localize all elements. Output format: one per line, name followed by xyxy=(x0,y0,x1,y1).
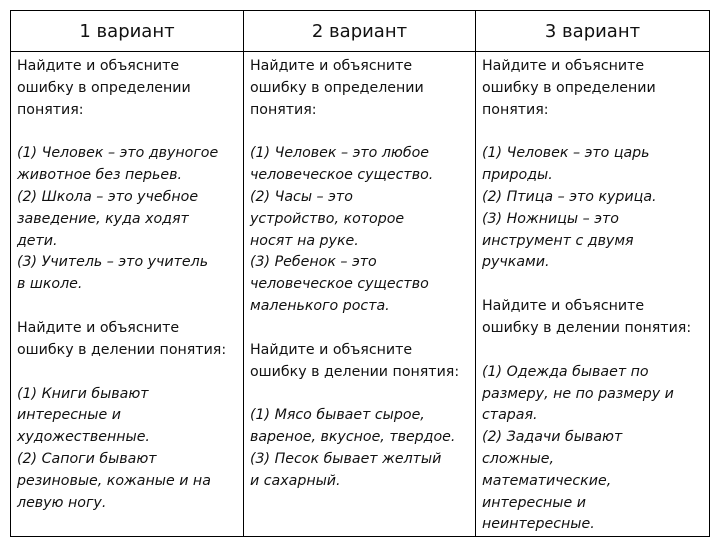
text-line: резиновые, кожаные и на xyxy=(17,472,211,489)
text-line: устройство, которое xyxy=(250,210,405,227)
text-line: (2) Часы – это xyxy=(250,188,353,205)
block-spacer xyxy=(250,383,469,405)
block-spacer xyxy=(17,296,237,318)
text-line: заведение, куда ходят xyxy=(17,210,189,227)
text-line: понятия: xyxy=(250,101,317,118)
variants-table xyxy=(10,10,710,537)
text-line: вареное, вкусное, твердое. xyxy=(250,429,456,446)
text-line: ошибку в определении xyxy=(250,79,424,96)
text-line: (2) Птица – это курица. xyxy=(482,188,657,205)
block-spacer xyxy=(482,340,703,362)
content-row xyxy=(11,52,710,537)
text-line: и сахарный. xyxy=(250,472,341,489)
task-examples xyxy=(482,143,703,274)
text-line: ошибку в делении понятия: xyxy=(17,341,227,358)
task-instruction xyxy=(250,56,469,121)
text-line: (3) Учитель – это учитель xyxy=(17,254,209,271)
text-line: (1) Человек – это царь xyxy=(482,145,650,162)
variant-2-cell xyxy=(244,52,476,537)
text-line: ошибку в определении xyxy=(482,79,656,96)
task-instruction xyxy=(17,56,237,121)
text-line: Найдите и объясните xyxy=(17,58,180,74)
text-line: неинтересные. xyxy=(482,516,595,533)
task-examples xyxy=(17,384,237,515)
text-line: (1) Мясо бывает сырое, xyxy=(250,407,425,424)
task-examples xyxy=(250,143,469,317)
text-line: дети. xyxy=(17,232,58,249)
text-line: человеческое существо. xyxy=(250,167,434,184)
text-line: (2) Задачи бывают xyxy=(482,429,623,446)
text-line: (1) Человек – это двуногое xyxy=(17,145,219,162)
variant-1-cell xyxy=(11,52,244,537)
text-line: инструмент с двумя xyxy=(482,232,634,249)
block-spacer xyxy=(250,121,469,143)
text-line: левую ногу. xyxy=(17,494,107,511)
text-line: ошибку в делении понятия: xyxy=(250,363,460,380)
variant-2-header: 2 вариант xyxy=(244,11,476,52)
variant-3-header: 3 вариант xyxy=(476,11,710,52)
block-spacer xyxy=(482,274,703,296)
text-line: маленького роста. xyxy=(250,297,390,314)
variant-1-header: 1 вариант xyxy=(11,11,244,52)
text-line: (1) Книги бывают xyxy=(17,385,149,402)
task-instruction xyxy=(17,318,237,362)
task-instruction xyxy=(250,340,469,384)
block-spacer xyxy=(250,318,469,340)
task-instruction xyxy=(482,56,703,121)
text-line: художественные. xyxy=(17,429,150,446)
text-line: природы. xyxy=(482,167,553,184)
block-spacer xyxy=(17,362,237,384)
text-line: в школе. xyxy=(17,276,83,293)
text-line: Найдите и объясните xyxy=(250,58,413,74)
text-line: Найдите и объясните xyxy=(482,298,645,315)
text-line: ошибку в делении понятия: xyxy=(482,319,692,336)
text-line: (1) Человек – это любое xyxy=(250,145,429,162)
text-line: размеру, не по размеру и xyxy=(482,385,674,402)
text-line: (2) Школа – это учебное xyxy=(17,188,199,205)
text-line: (3) Песок бывает желтый xyxy=(250,450,442,467)
text-line: (3) Ножницы – это xyxy=(482,210,619,227)
text-line: носят на руке. xyxy=(250,232,359,249)
text-line: интересные и xyxy=(482,494,586,511)
text-line: (3) Ребенок – это xyxy=(250,254,377,271)
text-line: (1) Одежда бывает по xyxy=(482,363,649,380)
task-examples xyxy=(250,405,469,492)
text-line: Найдите и объясните xyxy=(482,58,645,74)
task-instruction xyxy=(482,296,703,340)
task-examples xyxy=(17,143,237,296)
block-spacer xyxy=(17,121,237,143)
text-line: понятия: xyxy=(482,101,549,118)
text-line: (2) Сапоги бывают xyxy=(17,450,157,467)
text-line: ошибку в определении xyxy=(17,79,191,96)
text-line: понятия: xyxy=(17,101,84,118)
variant-3-cell xyxy=(476,52,710,537)
text-line: животное без перьев. xyxy=(17,167,183,184)
text-line: сложные, xyxy=(482,450,555,467)
task-examples xyxy=(482,362,703,536)
text-line: Найдите и объясните xyxy=(17,319,180,336)
text-line: человеческое существо xyxy=(250,276,429,293)
text-line: интересные и xyxy=(17,407,121,424)
text-line: старая. xyxy=(482,407,538,424)
text-line: ручками. xyxy=(482,254,550,271)
header-row xyxy=(11,11,710,52)
text-line: Найдите и объясните xyxy=(250,341,413,358)
block-spacer xyxy=(482,121,703,143)
text-line: математические, xyxy=(482,472,612,489)
